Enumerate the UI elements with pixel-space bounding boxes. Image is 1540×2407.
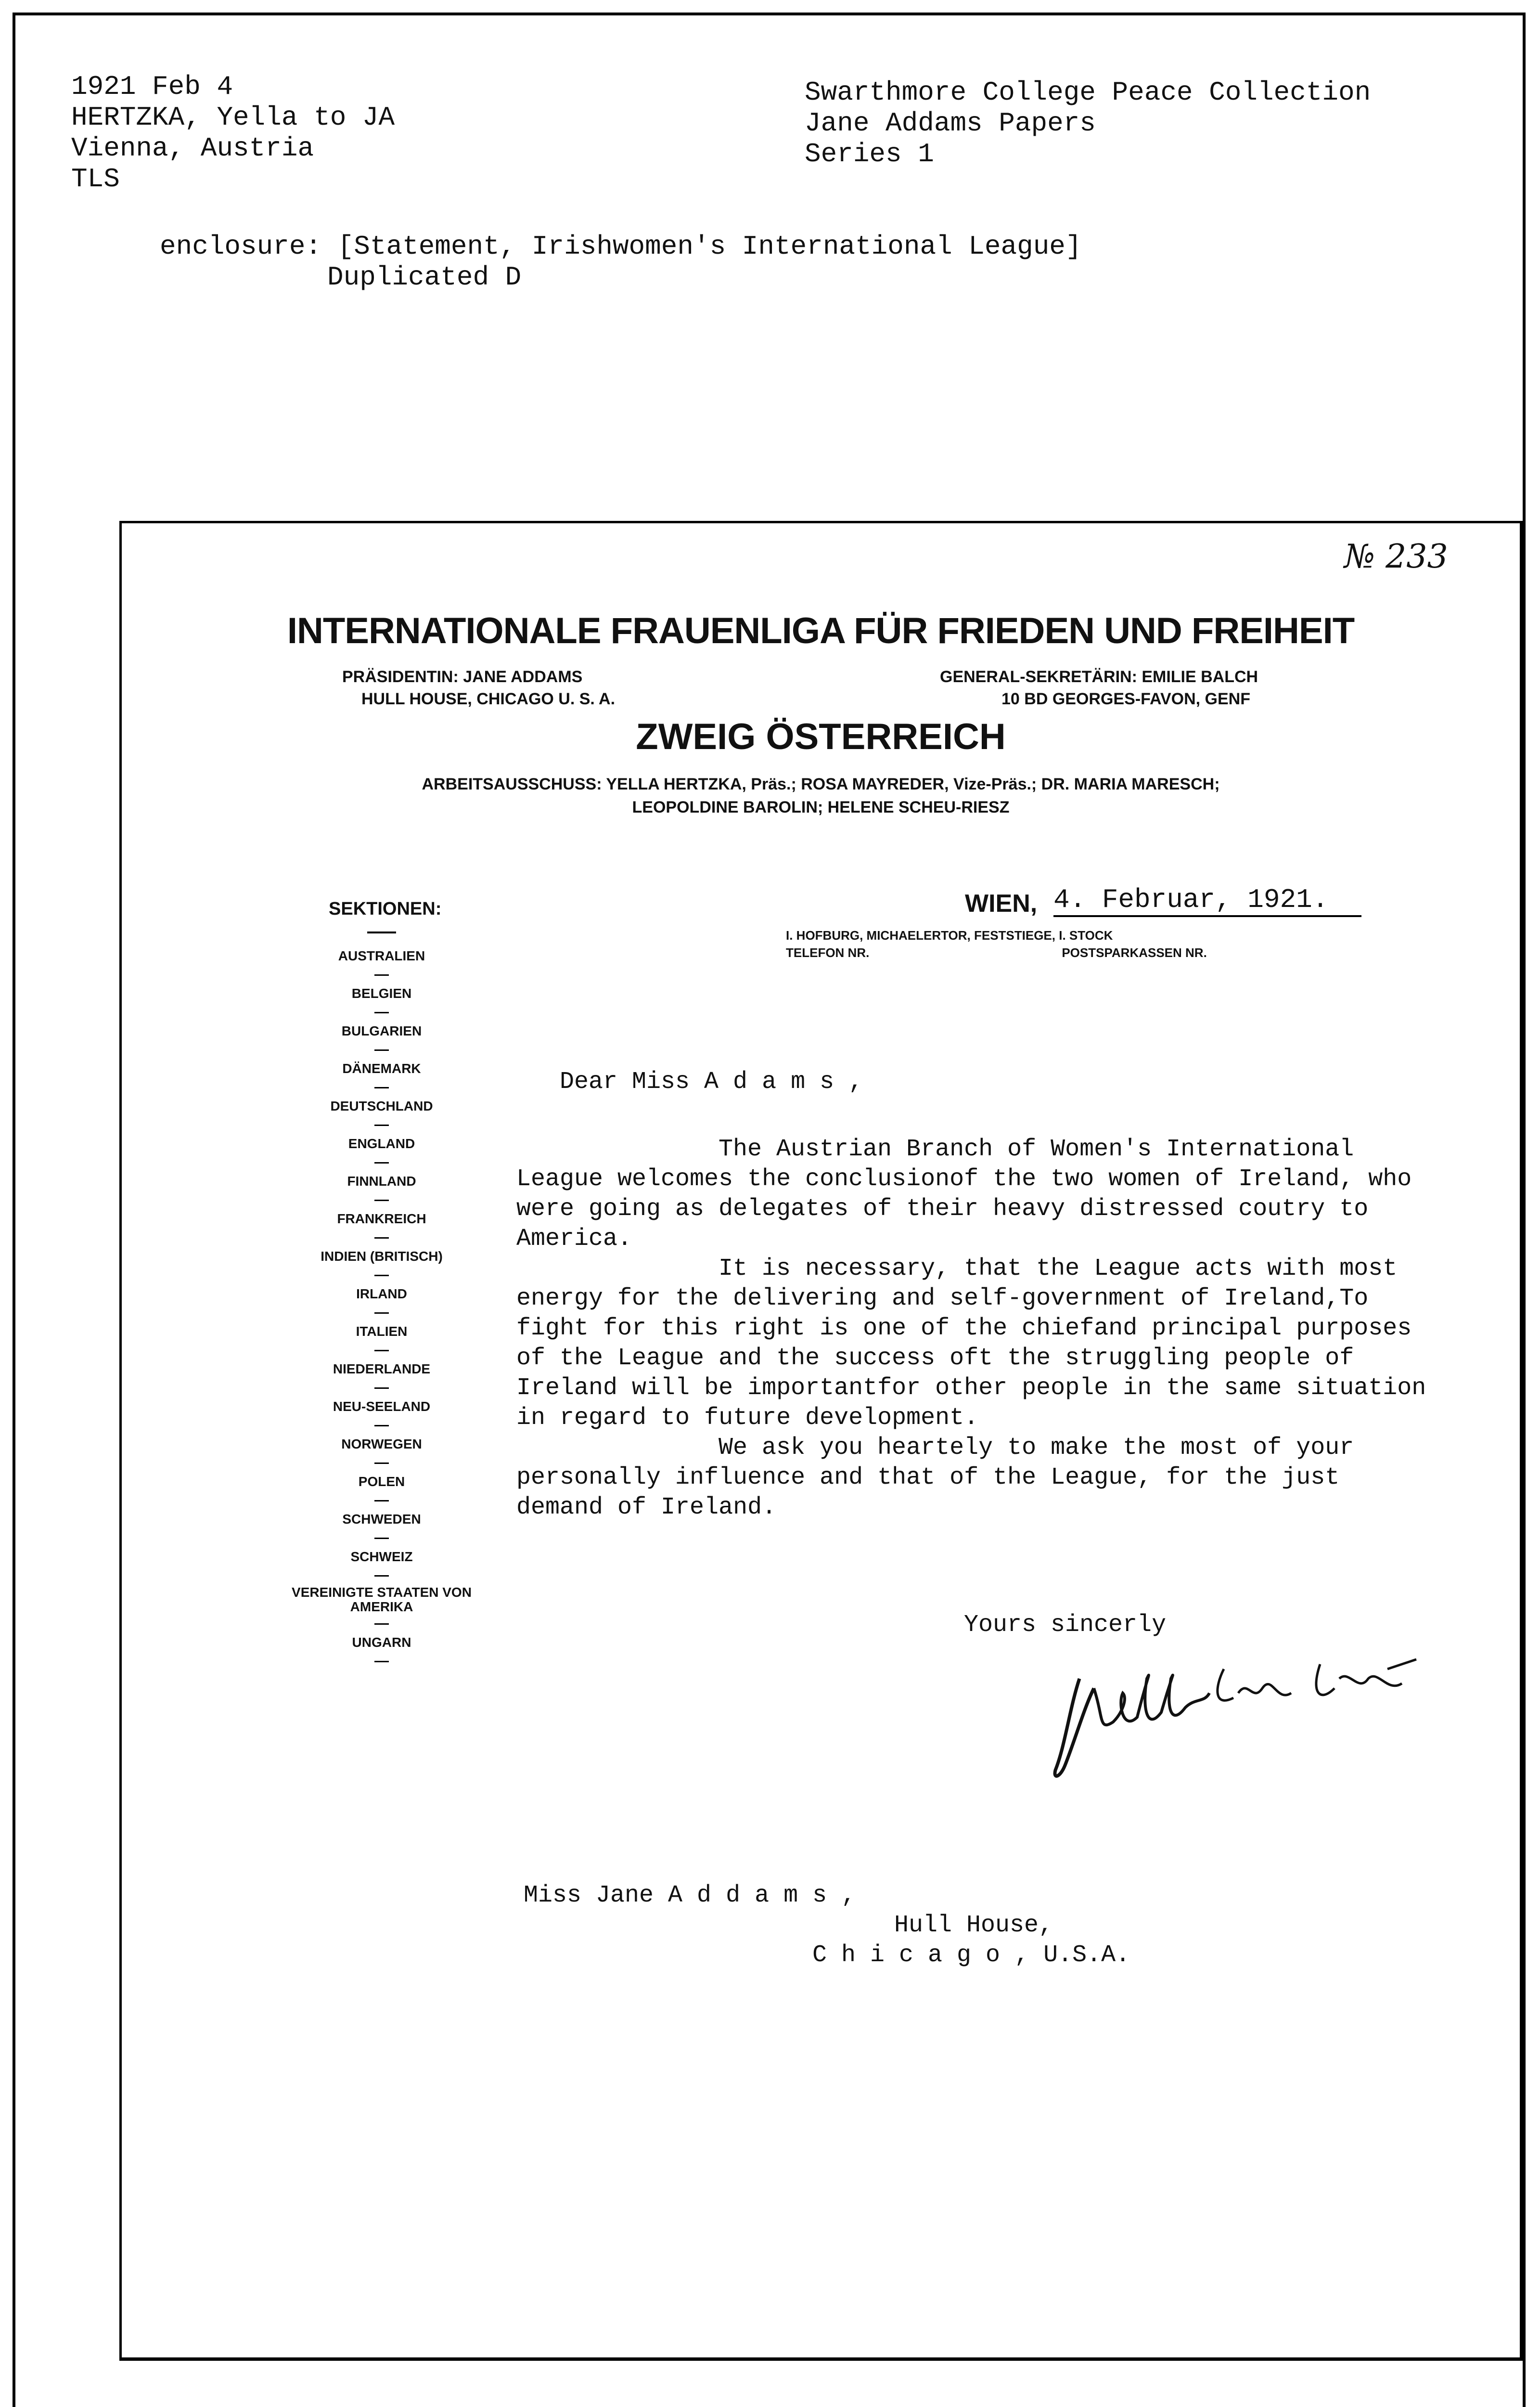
- president-block: [342, 666, 615, 710]
- branch-title: ZWEIG ÖSTERREICH: [636, 716, 1006, 757]
- duplicated-line: Duplicated D: [327, 262, 522, 293]
- section-item: FINNLAND: [285, 1172, 478, 1191]
- archive-collection: Swarthmore College Peace Collection: [805, 77, 1371, 108]
- archive-series: Series 1: [805, 139, 934, 169]
- archive-header-left: [71, 71, 395, 194]
- sections-heading: SEKTIONEN:: [329, 899, 442, 919]
- archive-date: 1921 Feb 4: [71, 71, 233, 102]
- sections-divider: [367, 932, 396, 933]
- section-item: DÄNEMARK: [285, 1060, 478, 1078]
- committee-block: [122, 773, 1520, 819]
- archive-type: TLS: [71, 164, 120, 194]
- closing: Yours sincerly: [964, 1611, 1167, 1639]
- secretary-name: GENERAL-SEKRETÄRIN: EMILIE BALCH: [940, 668, 1258, 686]
- letter-date: 4. Februar, 1921.: [1053, 884, 1361, 917]
- section-item: FRANKREICH: [285, 1210, 478, 1228]
- telefon-label: TELEFON NR.: [786, 945, 870, 960]
- office-address-block: [786, 927, 1207, 961]
- section-item: ENGLAND: [285, 1135, 478, 1153]
- body-paragraph-2: It is necessary, that the League acts with most energy for the delivering and self-government of Ireland,To fight for this right is one of the chiefand principal purposes of the League and the success oft the struggling people of Ireland will be importantfor other people in the same situation in regard to future development.: [516, 1255, 1426, 1432]
- section-item: NORWEGEN: [285, 1435, 478, 1453]
- secretary-address: 10 BD GEORGES-FAVON, GENF: [1001, 690, 1251, 708]
- section-item: ITALIEN: [285, 1322, 478, 1341]
- office-numbers: [786, 944, 1207, 961]
- enclosure-line: enclosure: [Statement, Irishwomen's International League]: [160, 231, 1082, 262]
- section-item: UNGARN: [285, 1633, 478, 1652]
- handwritten-signature: [1051, 1650, 1445, 1785]
- body-paragraph-1: The Austrian Branch of Women's International League welcomes the conclusionof the two women of Ireland, who were going as delegates of their heavy distressed coutry to America.: [516, 1136, 1412, 1253]
- section-item: NIEDERLANDE: [285, 1360, 478, 1378]
- letter-sheet: [119, 521, 1524, 2361]
- section-item: POLEN: [285, 1473, 478, 1491]
- recipient-city: C h i c a g o , U.S.A.: [812, 1941, 1130, 1969]
- secretary-block: [940, 666, 1258, 710]
- section-item: DEUTSCHLAND: [285, 1097, 478, 1115]
- president-address: HULL HOUSE, CHICAGO U. S. A.: [361, 690, 616, 708]
- president-name: PRÄSIDENTIN: JANE ADDAMS: [342, 668, 583, 686]
- postsparkassen-label: POSTSPARKASSEN NR.: [1062, 945, 1207, 960]
- archive-place: Vienna, Austria: [71, 133, 314, 164]
- committee-line-1: ARBEITSAUSSCHUSS: YELLA HERTZKA, Präs.; ROSA MAYREDER, Vize-Präs.; DR. MARIA MARESCH;: [422, 775, 1220, 793]
- section-item: IRLAND: [285, 1285, 478, 1303]
- enclosure-note: [160, 231, 1082, 293]
- archive-correspondents: HERTZKA, Yella to JA: [71, 102, 395, 133]
- archive-header-right: [805, 77, 1371, 169]
- sections-list: [285, 947, 478, 1671]
- section-item: SCHWEIZ: [285, 1548, 478, 1566]
- office-address: I. HOFBURG, MICHAELERTOR, FESTSTIEGE, I. STOCK: [786, 928, 1113, 943]
- section-item: SCHWEDEN: [285, 1510, 478, 1528]
- recipient-name: Miss Jane A d d a m s ,: [524, 1882, 856, 1909]
- recipient-street: Hull House,: [894, 1912, 1053, 1939]
- league-title: INTERNATIONALE FRAUENLIGA FÜR FRIEDEN UND FREIHEIT: [287, 610, 1355, 651]
- letter-body: [516, 1067, 1440, 1523]
- section-item: VEREINIGTE STAATEN VON AMERIKA: [285, 1585, 478, 1614]
- section-item: BELGIEN: [285, 984, 478, 1003]
- recipient-block: [524, 1881, 1130, 1970]
- archive-papers: Jane Addams Papers: [805, 108, 1096, 139]
- section-item: AUSTRALIEN: [285, 947, 478, 965]
- committee-line-2: LEOPOLDINE BAROLIN; HELENE SCHEU-RIESZ: [632, 798, 1010, 816]
- section-item: NEU-SEELAND: [285, 1398, 478, 1416]
- body-paragraph-3: We ask you heartely to make the most of your personally influence and that of the League, for the just demand of Ireland.: [516, 1434, 1354, 1521]
- section-item: BULGARIEN: [285, 1022, 478, 1040]
- city-label: WIEN,: [965, 890, 1038, 918]
- salutation: Dear Miss A d a m s ,: [560, 1068, 863, 1096]
- section-item: INDIEN (BRITISCH): [285, 1247, 478, 1266]
- reference-number: № 233: [1344, 538, 1448, 576]
